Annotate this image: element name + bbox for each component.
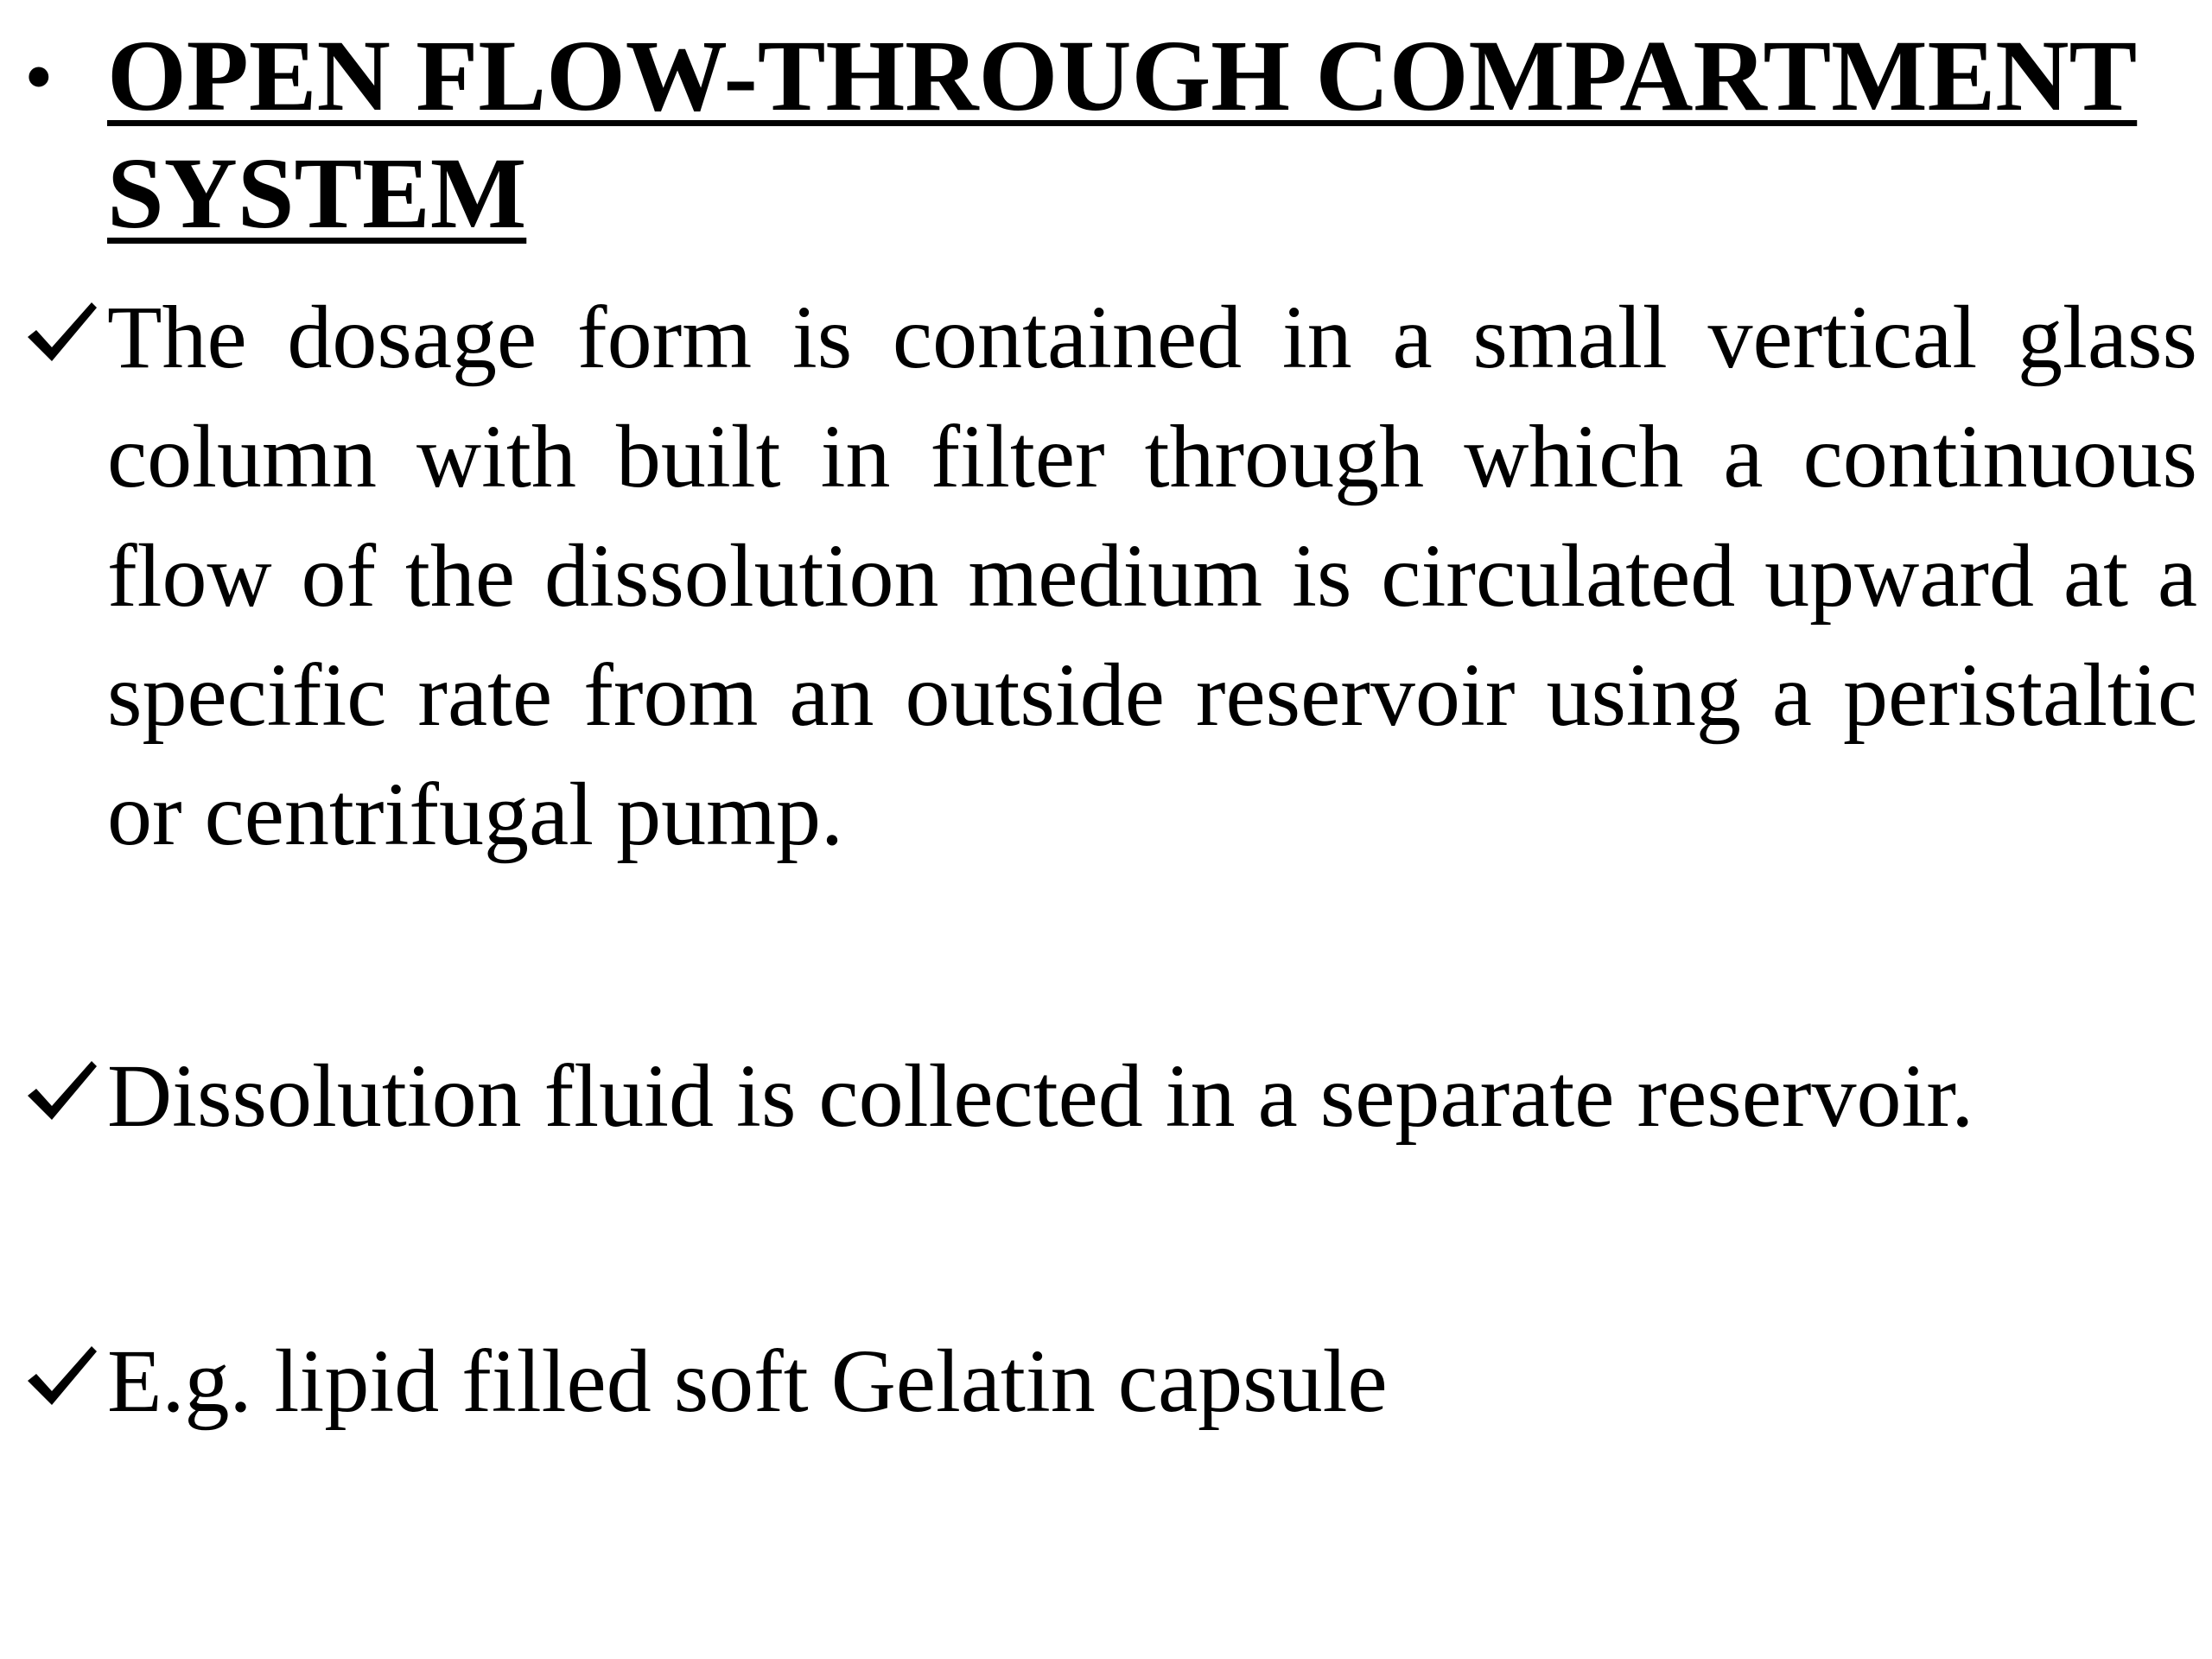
- heading-row: [24, 17, 2184, 252]
- heading-bullet: •: [24, 30, 54, 123]
- bullet-text: E.g. lipid filled soft Gelatin capsule: [107, 1332, 1388, 1431]
- checkmark-icon: [24, 278, 107, 382]
- bullet-point: [24, 278, 2197, 874]
- bullet-text: Dissolution fluid is collected in a separate reservoir.: [107, 1046, 1974, 1146]
- bullet-point: [24, 1037, 2197, 1156]
- checkmark-icon: [24, 1037, 107, 1141]
- bullet-text: The dosage form is contained in a small vertical glass column with built in filter through which a continuous flow of the dissolution medium is circulated upward at a specific rate from an outside reservoir using a peristaltic or centrifugal pump.: [107, 288, 2197, 864]
- slide-title: OPEN FLOW-THROUGH COMPARTMENT SYSTEM: [107, 19, 2138, 250]
- checkmark-icon: [24, 1322, 107, 1426]
- bullet-point: [24, 1322, 2197, 1441]
